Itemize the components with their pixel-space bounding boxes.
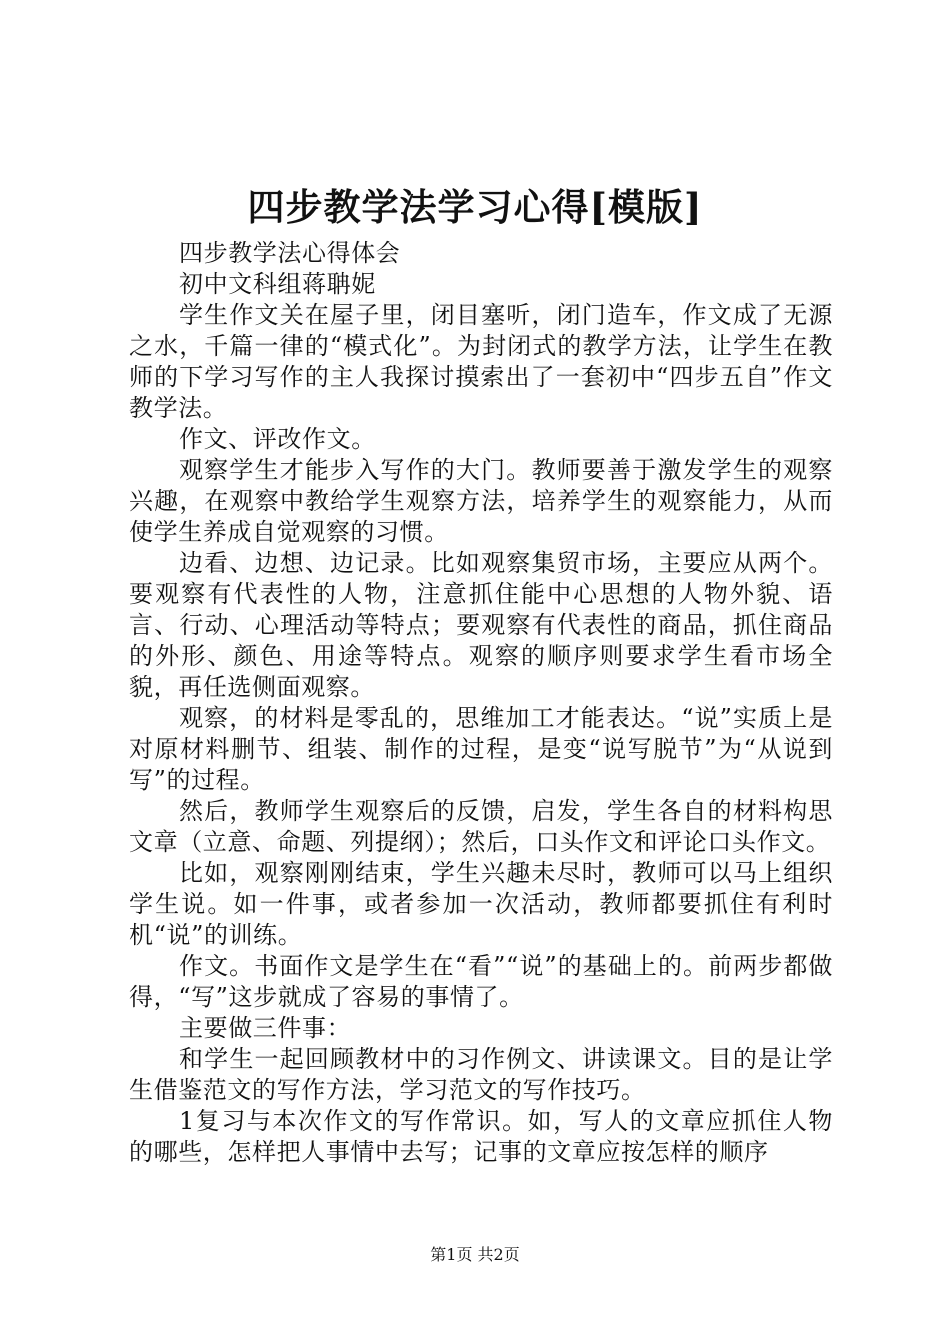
paragraph: 比如，观察刚刚结束，学生兴趣未尽时，教师可以马上组织学生说。如一件事，或者参加一次活动，教师都要抓住有利时机“说”的训练。 [129,859,833,949]
paragraph: 作文、评改作文。 [179,425,376,453]
paragraph: 和学生一起回顾教材中的习作例文、讲读课文。目的是让学生借鉴范文的写作方法，学习范文的写作技巧。 [129,1045,833,1104]
paragraph: 主要做三件事： [179,1014,352,1042]
paragraph: 然后，教师学生观察后的反馈，启发，学生各自的材料构思文章（立意、命题、列提纲）；然后，口头作文和评论口头作文。 [129,797,833,856]
paragraph: 初中文科组蒋聃妮 [179,270,376,298]
paragraph: 作文。书面作文是学生在“看”“说”的基础上的。前两步都做得，“写”这步就成了容易的事情了。 [129,952,833,1011]
paragraph: 边看、边想、边记录。比如观察集贸市场，主要应从两个。要观察有代表性的人物，注意抓住能中心思想的人物外貌、语言、行动、心理活动等特点；要观察有代表性的商品，抓住商品的外形、颜色、用途等特点。观察的顺序则要求学生看市场全貌，再任选侧面观察。 [129,549,833,701]
page-footer: 第1页 共2页 [430,1245,520,1264]
paragraph: 观察学生才能步入写作的大门。教师要善于激发学生的观察兴趣，在观察中教给学生观察方法，培养学生的观察能力，从而使学生养成自觉观察的习惯。 [129,456,833,546]
paragraph: 四步教学法心得体会 [179,239,401,267]
document-title: 四步教学法学习心得[模版] [247,185,703,229]
paragraph: 学生作文关在屋子里，闭目塞听，闭门造车，作文成了无源之水，千篇一律的“模式化”。为封闭式的教学方法，让学生在教师的下学习写作的主人我探讨摸索出了一套初中“四步五自”作文教学法。 [129,301,833,422]
paragraph: 1复习与本次作文的写作常识。如，写人的文章应抓住人物的哪些，怎样把人事情中去写；记事的文章应按怎样的顺序 [129,1107,833,1166]
paragraph: 观察，的材料是零乱的，思维加工才能表达。“说”实质上是对原材料删节、组装、制作的过程，是变“说写脱节”为“从说到写”的过程。 [129,704,833,794]
document-body [129,238,833,1168]
